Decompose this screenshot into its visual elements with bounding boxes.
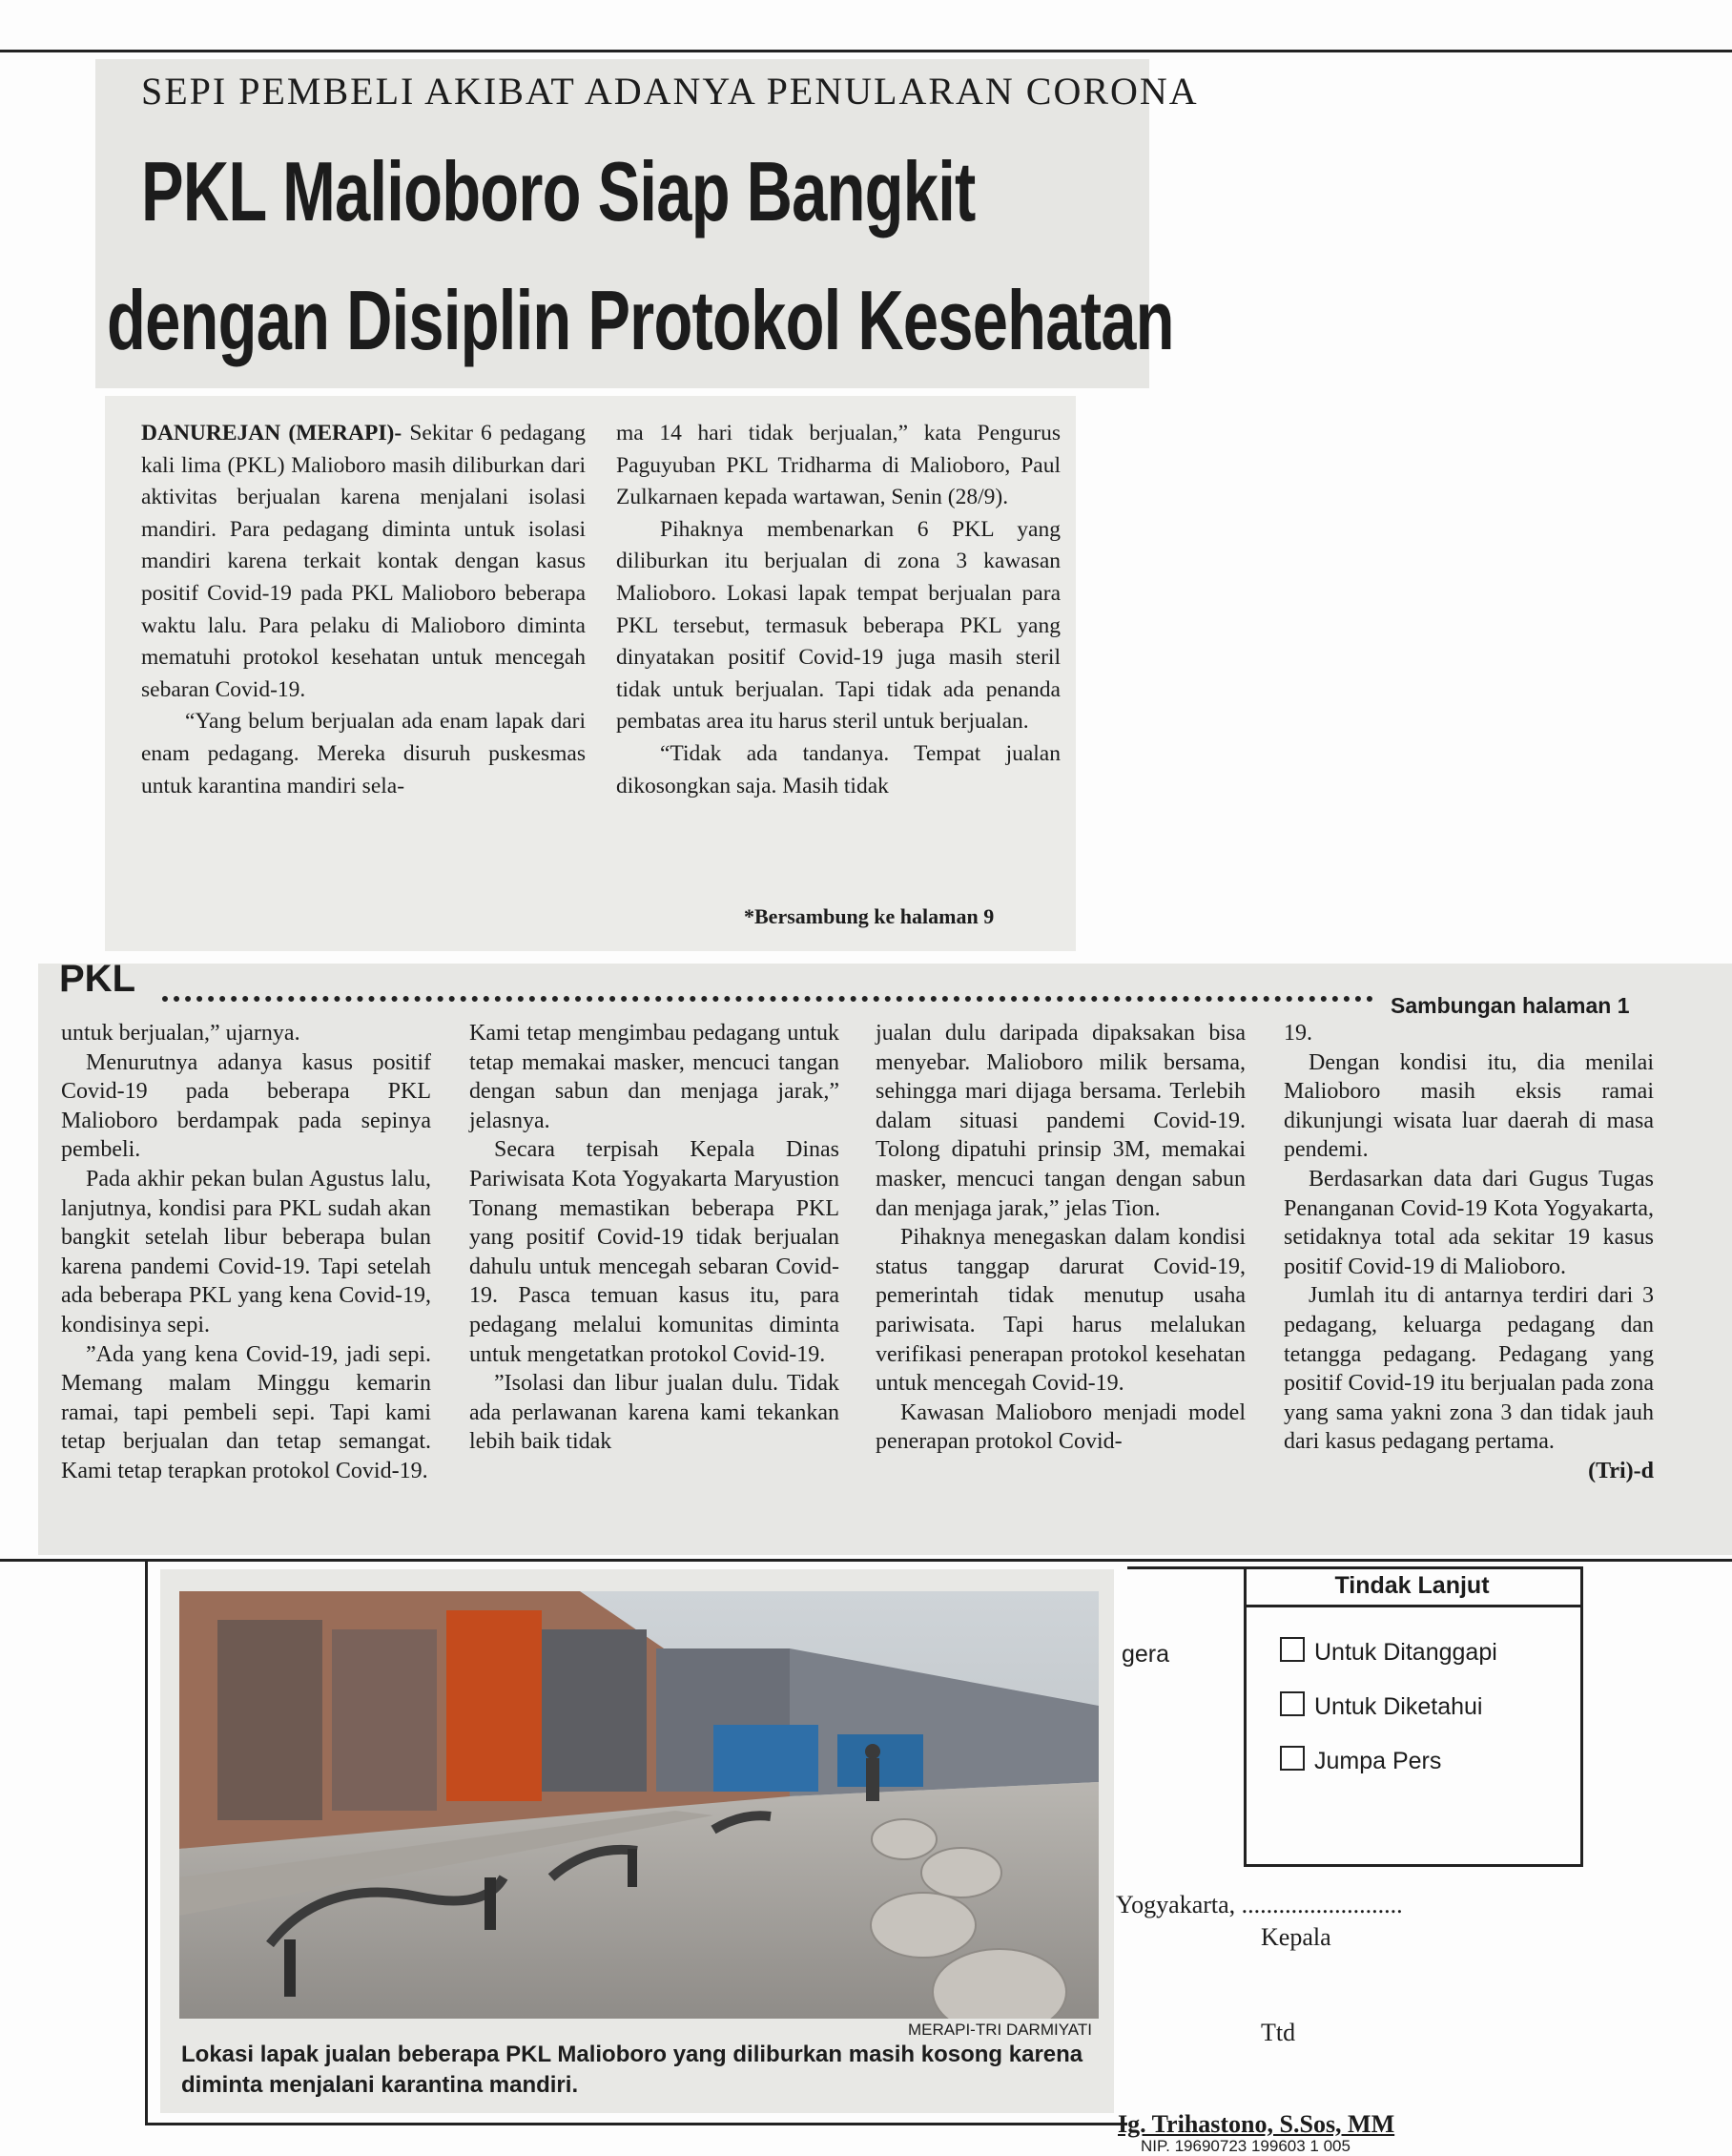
paragraph: Kawasan Malioboro menjadi model penerapan protokol Covid- [876,1399,1246,1455]
paragraph: Menurutnya adanya kasus positif Covid-19 pada beberapa PKL Malioboro berdampak pada sepinya pembeli. [61,1049,431,1163]
headline-line-2: dengan Disiplin Protokol Kesehatan [107,273,1174,367]
continued-note: *Bersambung ke halaman 9 [744,904,995,928]
paragraph: 19. [1284,1021,1312,1046]
paragraph: Pada akhir pekan bulan Agustus lalu, lanjutnya, kondisi para PKL sudah akan bangkit setelah libur beberapa bulan karena pandemi Covid-19. Tapi setelah ada beberapa PKL yang kena Covid-19, kondisinya sepi. [61,1166,431,1337]
paragraph: Dengan kondisi itu, dia menilai Malioboro masih eksis ramai dikunjungi wisata luar daerah di masa pendemi. [1284,1049,1654,1163]
paragraph: “Tidak ada tandanya. Tempat jualan dikosongkan saja. Masih tidak [616,740,1061,798]
paragraph: jualan dulu daripada dipaksakan bisa menyebar. Malioboro milik bersama, sehingga mari dijaga bersama. Terlebih dalam situasi pandemi Covid-19. Tolong dipatuhi prinsip 3M, memakai masker, mencuci tangan dengan sabun dan menjaga jarak,” jelas Tion. [876,1021,1246,1221]
paragraph: ma 14 hari tidak berjualan,” kata Pengurus Paguyuban PKL Tridharma di Malioboro, Paul Zulkarnaen kepada wartawan, Senin (28/9). [616,421,1061,510]
continuation-column-2 [469,1019,839,1457]
ttd-label: Ttd [1261,2019,1296,2046]
option-label: Untuk Ditanggapi [1314,1639,1497,1666]
continuation-label: PKL [59,958,135,1000]
paragraph: Pihaknya membenarkan 6 PKL yang diliburkan itu berjualan di zona 3 kawasan Malioboro. Lokasi lapak tempat berjualan para PKL tersebut, termasuk beberapa PKL yang dinyatakan positif Covid-19 juga masih steril tidak untuk berjualan. Tapi tidak ada penanda pembatas area itu harus steril untuk berjualan. [616,516,1061,735]
paragraph: Pihaknya menegaskan dalam kondisi status tanggap darurat Covid-19, pemerintah tidak menutup usaha pariwisata. Tapi harus melalukan verifikasi penerapan protokol kesehatan untuk mencegah Covid-19. [876,1225,1246,1397]
headline-line-1: PKL Malioboro Siap Bangkit [141,144,976,238]
paragraph: ”Ada yang kena Covid-19, jadi sepi. Memang malam Minggu kemarin ramai, tapi pembeli sepi. Tapi kami tetap berjualan dan tetap semangat. Kami tetap terapkan protokol Covid-19. [61,1341,431,1483]
frame-rule [145,1559,148,2125]
checkbox[interactable] [1280,1637,1305,1662]
form-rule [1244,1605,1580,1607]
checkbox[interactable] [1280,1691,1305,1716]
article-column-1 [141,418,586,802]
partial-label: gera [1122,1641,1170,1668]
paragraph: Kami tetap mengimbau pedagang untuk tetap memakai masker, mencuci tangan dengan sabun dan menjaga jarak,” jelasnya. [469,1021,839,1133]
place-date: Yogyakarta, .......................... [1116,1891,1403,1918]
signoff: (Tri)-d [1588,1458,1654,1483]
paragraph: Berdasarkan data dari Gugus Tugas Penanganan Covid-19 Kota Yogyakarta, setidaknya total ada sekitar 19 kasus positif Covid-19 di Malioboro. [1284,1166,1654,1279]
paragraph: untuk berjualan,” ujarnya. [61,1021,300,1046]
street-photo [179,1591,1099,2019]
continuation-column-3 [876,1019,1246,1457]
continuation-column-1 [61,1019,431,1486]
frame-rule [145,2123,1127,2125]
option-label: Jumpa Pers [1314,1748,1442,1774]
option-untuk-ditanggapi[interactable] [1280,1637,1497,1667]
option-untuk-diketahui[interactable] [1280,1691,1482,1721]
signer-name: Ig. Trihastono, S.Sos, MM [1118,2110,1395,2138]
dateline: DANUREJAN (MERAPI)- [141,421,402,446]
option-jumpa-pers[interactable] [1280,1746,1441,1775]
option-label: Untuk Diketahui [1314,1693,1483,1720]
kicker: SEPI PEMBELI AKIBAT ADANYA PENULARAN CORONA [141,70,1199,113]
photo-caption: Lokasi lapak jualan beberapa PKL Malioboro yang diliburkan masih kosong karena diminta menjalani karantina mandiri. [181,2042,1083,2098]
tindak-lanjut-title: Tindak Lanjut [1334,1572,1490,1599]
paragraph: Sekitar 6 pedagang kali lima (PKL) Malioboro masih diliburkan dari aktivitas berjualan karena menjalani isolasi mandiri. Para pedagang diminta untuk isolasi mandiri karena terkait kontak dengan kasus positif Covid-19 pada PKL Malioboro beberapa waktu lalu. Para pelaku di Malioboro diminta mematuhi protokol kesehatan untuk mencegah sebaran Covid-19. [141,421,587,702]
photo-credit: MERAPI-TRI DARMIYATI [908,2021,1092,2039]
paragraph: ”Isolasi dan libur jualan dulu. Tidak ada perlawanan karena kami tekankan lebih baik tidak [469,1371,839,1455]
continuation-from: Sambungan halaman 1 [1391,993,1630,1018]
paragraph: Secara terpisah Kepala Dinas Pariwisata Kota Yogyakarta Maryustion Tonang memastikan beberapa PKL yang positif Covid-19 tidak berjualan dahulu untuk mencegah sebaran Covid-19. Pasca temuan kasus itu, para pedagang melalui komunitas diminta untuk mengetatkan protokol Covid-19. [469,1137,839,1367]
signer-nip: NIP. 19690723 199603 1 005 [1141,2137,1351,2155]
checkbox[interactable] [1280,1746,1305,1771]
paragraph: Jumlah itu di antarnya terdiri dari 3 pedagang, keluarga pedagang dan tetangga pedagang. Pedagang yang positif Covid-19 itu berjualan pada zona yang sama yakni zona 3 dan tidak jauh dari kasus pedagang pertama. [1284,1283,1654,1455]
continuation-column-4 [1284,1019,1654,1486]
dotted-leader [162,996,1373,1002]
top-rule [0,50,1732,52]
kepala-label: Kepala [1261,1923,1331,1951]
article-column-2 [616,418,1061,802]
paragraph: “Yang belum berjualan ada enam lapak dari enam pedagang. Mereka disuruh puskesmas untuk karantina mandiri sela- [141,709,586,798]
frame-rule [0,1559,1732,1562]
